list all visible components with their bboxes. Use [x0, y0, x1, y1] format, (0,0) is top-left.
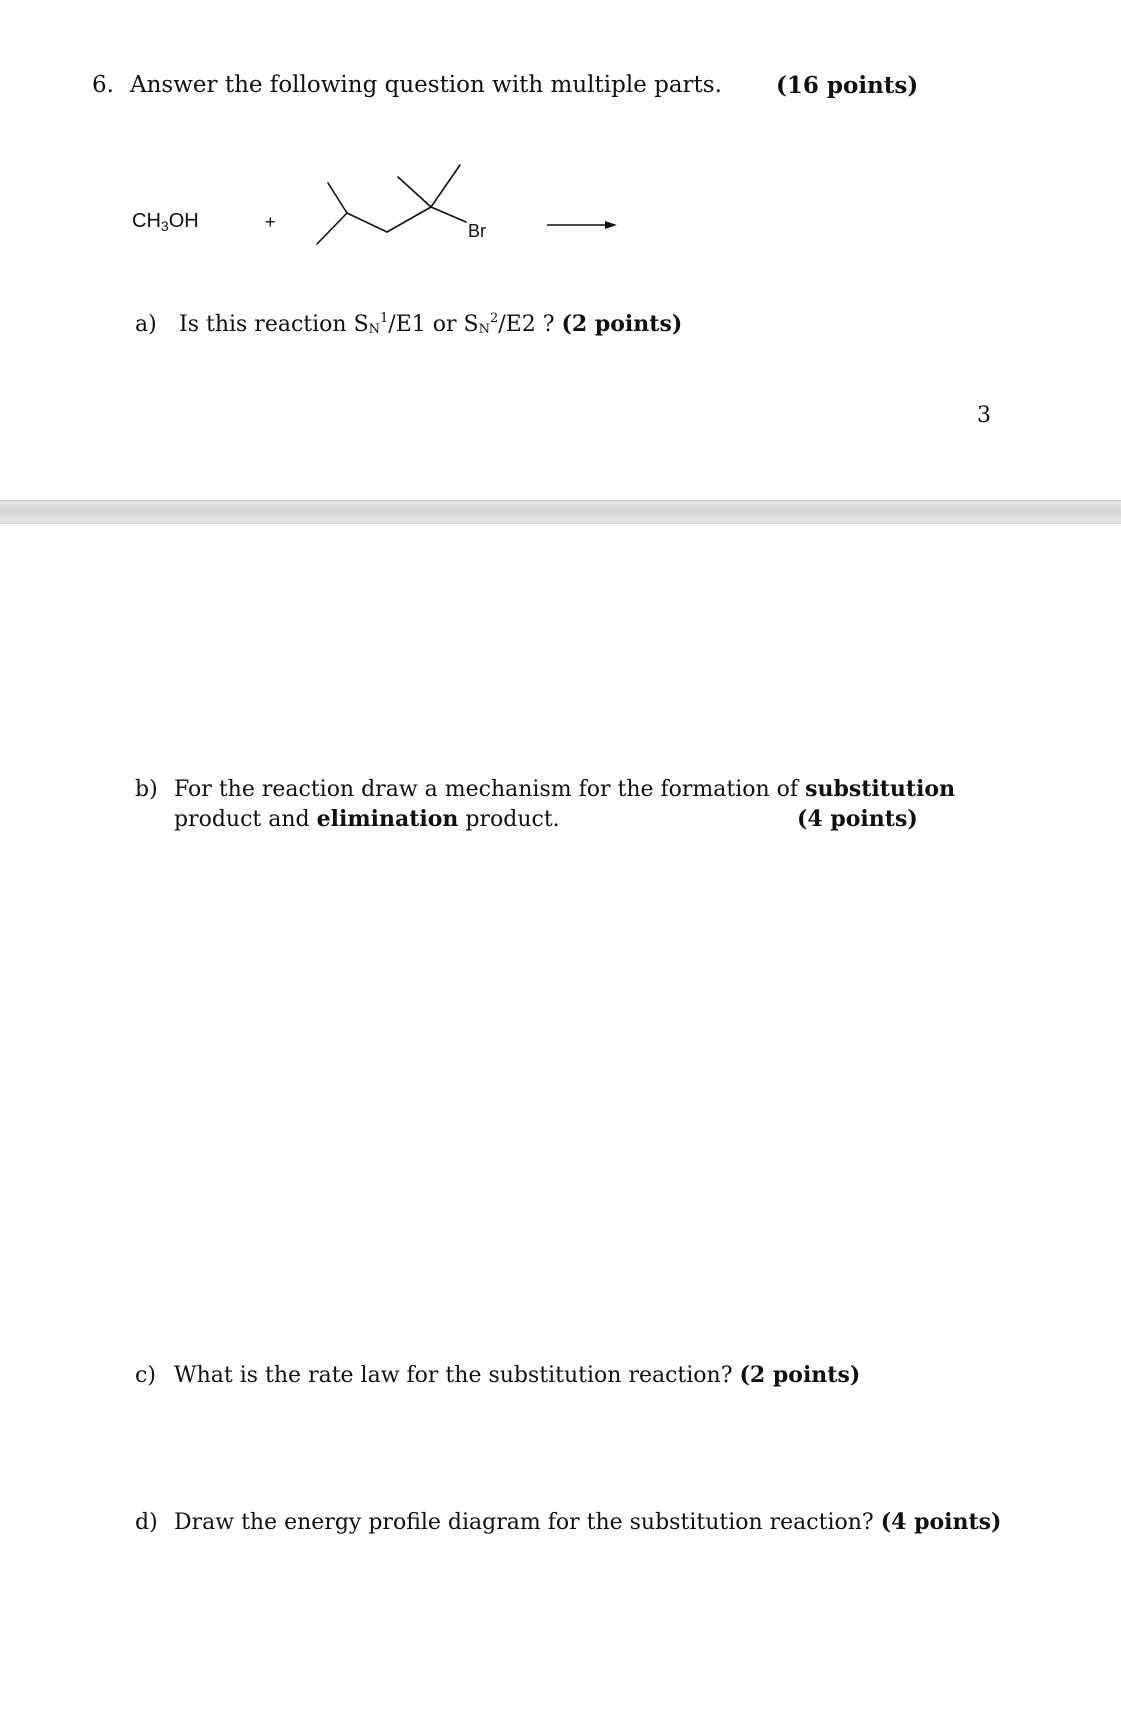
part-b-line-2: product and elimination product.: [174, 806, 560, 832]
bond-chain-1: [347, 213, 387, 232]
part-d-points: (4 points): [880, 1509, 1002, 1535]
part-a-points: (2 points): [561, 311, 683, 337]
bond-methyl-top-left: [328, 183, 347, 213]
question-text: Answer the following question with multiple parts.: [130, 72, 722, 98]
bond-methyl-a: [398, 177, 431, 207]
bromine-label: Br: [468, 221, 486, 241]
part-b-keyword-elimination: elimination: [316, 806, 459, 832]
part-a-text: Is this reaction $SN^1/E1$ or $SN^2/E2$ ?: [179, 311, 562, 337]
part-c: [135, 1362, 860, 1388]
reaction-scheme: [120, 150, 640, 260]
bond-c-br: [431, 207, 466, 222]
part-d-letter: d): [135, 1510, 158, 1535]
bond-methyl-bottom-left: [317, 213, 347, 244]
reagent-methanol: $CH_3OH$: [132, 210, 199, 234]
reaction-arrow-icon: [545, 218, 625, 232]
bond-methyl-b: [431, 165, 460, 207]
part-a-letter: a): [135, 312, 157, 337]
alkyl-bromide-structure: [120, 150, 640, 260]
part-b-keyword-substitution: substitution: [805, 776, 956, 802]
question-points: (16 points): [776, 72, 919, 99]
part-d-text: Draw the energy profile diagram for the substitution reaction?: [174, 1510, 881, 1535]
part-c-letter: c): [135, 1363, 156, 1388]
part-c-text: What is the rate law for the substitution reaction?: [174, 1363, 740, 1388]
page-number: 3: [977, 403, 991, 428]
part-a: [135, 311, 682, 337]
part-d: [135, 1509, 1001, 1535]
question-number: 6.: [92, 72, 114, 98]
part-b-letter: b): [135, 777, 158, 802]
part-b-points: (4 points): [797, 806, 918, 832]
part-b-line-1: b) For the reaction draw a mechanism for the formation of substitution: [135, 776, 956, 802]
page-break-divider: [0, 500, 1121, 524]
part-c-points: (2 points): [739, 1362, 861, 1388]
bond-chain-2: [387, 207, 431, 232]
plus-sign: +: [265, 212, 276, 232]
